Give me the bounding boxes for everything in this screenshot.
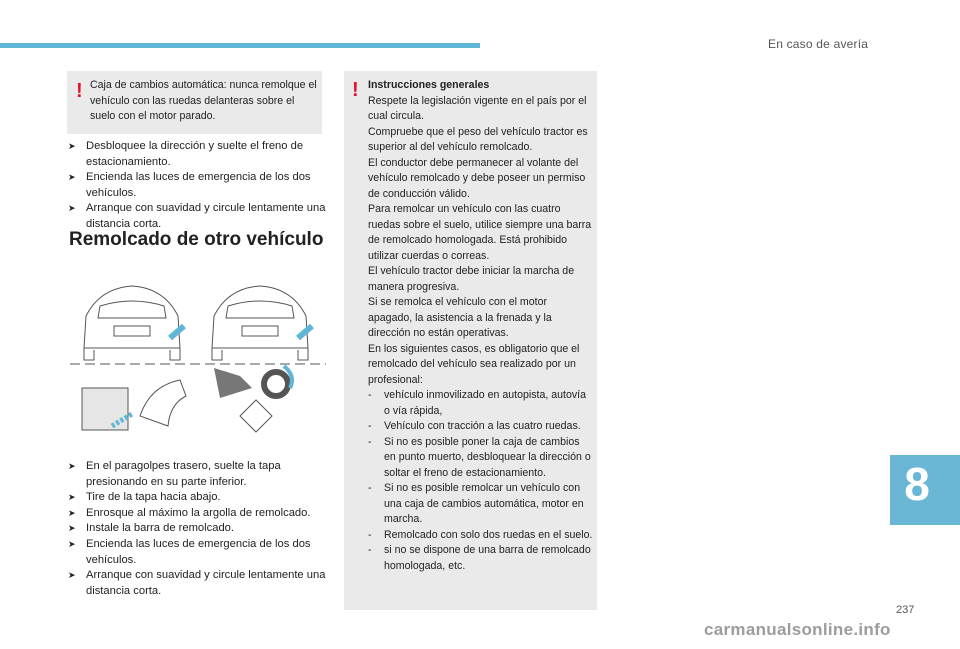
towing-eye-icon <box>264 372 288 396</box>
chapter-tab[interactable] <box>890 455 960 525</box>
arrow-bullet-icon: ➤ <box>68 461 76 471</box>
page-number: 237 <box>896 604 915 616</box>
hand-icon <box>140 380 186 426</box>
car-rear-right-icon <box>212 286 308 360</box>
steps-after-list <box>68 459 326 599</box>
list-item: ➤ En el paragolpes trasero, suelte la tapa presionando en su parte inferior. <box>68 460 281 488</box>
list-item: ➤ Desbloquee la dirección y suelte el freno de estacionamiento. <box>68 140 304 168</box>
warning-paragraph: Compruebe que el peso del vehículo tractor es superior al del vehículo remolcado. <box>368 125 588 153</box>
towing-eye-illustration <box>70 276 326 442</box>
arrow-bullet-icon: ➤ <box>68 203 76 214</box>
warning-title: Instrucciones generales <box>368 79 490 91</box>
watermark: carmanualsonline.info <box>704 620 891 639</box>
section-title: En caso de avería <box>768 37 869 51</box>
warning-paragraph: El conductor debe permanecer al volante del vehículo remolcado y debe poseer un permiso de conducción válido. <box>368 156 586 200</box>
warning-paragraph: Respete la legislación vigente en el país por el cual circula. <box>368 94 587 122</box>
warning-text: Caja de cambios automática: nunca remolque el vehículo con las ruedas delanteras sobre el suelo con el motor parado. <box>90 79 317 122</box>
list-item: ➤ Enrosque al máximo la argolla de remolcado. <box>68 506 326 522</box>
list-item: ➤ Arranque con suavidad y circule lentamente una distancia corta. <box>68 569 326 597</box>
towing-eye-mount-icon <box>214 368 252 398</box>
arrow-bullet-icon: ➤ <box>68 507 76 518</box>
warning-paragraph: El vehículo tractor debe iniciar la marcha de manera progresiva. <box>368 265 575 293</box>
list-item: ➤ Encienda las luces de emergencia de los dos vehículos. <box>68 537 311 566</box>
arrow-bullet-icon: ➤ <box>68 570 76 581</box>
cases-list <box>368 388 594 574</box>
list-item: - si no se dispone de una barra de remolcado homologada, etc. <box>368 544 591 572</box>
towing-eye-cover-icon <box>240 400 272 432</box>
warning-paragraph: En los siguientes casos, es obligatorio que el remolcado del vehículo sea realizado por un profesional: <box>368 342 580 386</box>
list-item: ➤ Tire de la tapa hacia abajo. <box>68 490 326 506</box>
arrow-bullet-icon: ➤ <box>68 141 76 151</box>
list-item: ➤ Arranque con suavidad y circule lentamente una distancia corta. <box>68 202 326 230</box>
arrow-bullet-icon: ➤ <box>68 492 76 503</box>
list-item: - Remolcado con solo dos ruedas en el suelo. <box>368 528 593 541</box>
warning-paragraph: Si se remolca el vehículo con el motor apagado, la asistencia a la frenada y la dirección no están operativas. <box>368 296 552 339</box>
list-item: ➤ Instale la barra de remolcado. <box>68 521 326 537</box>
arrow-bullet-icon: ➤ <box>68 523 76 534</box>
warning-box-general-instructions <box>344 71 597 610</box>
steps-before-list <box>68 139 326 233</box>
list-item: - vehículo inmovilizado en autopista, autovía o vía rápida, <box>368 389 586 417</box>
bumper-cover-icon <box>82 388 128 430</box>
list-item: - Vehículo con tracción a las cuatro ruedas. <box>368 420 581 432</box>
arrow-bullet-icon: ➤ <box>68 538 76 549</box>
arrow-bullet-icon: ➤ <box>68 172 76 183</box>
list-item: - Si no es posible poner la caja de cambios en punto muerto, desbloquear la dirección o soltar el freno de estacionamiento. <box>368 435 591 479</box>
chapter-number: 8 <box>904 458 930 510</box>
exclamation-warning-icon: ! <box>352 79 359 101</box>
arrow-blue-icon <box>170 326 184 338</box>
exclamation-warning-icon: ! <box>76 80 83 102</box>
warning-box-automatic-gearbox <box>67 71 322 134</box>
car-rear-left-icon <box>84 286 180 360</box>
arrow-blue-icon <box>298 326 312 338</box>
warning-paragraph: Para remolcar un vehículo con las cuatro ruedas sobre el suelo, utilice siempre una barra de remolcado homologada. Está prohibido utilizar cuerdas o correas. <box>368 203 592 262</box>
list-item: - Si no es posible remolcar un vehículo con una caja de cambios automática, motor en marcha. <box>368 482 584 525</box>
header-accent-bar <box>0 43 480 48</box>
section-heading: Remolcado de otro vehículo <box>69 229 324 250</box>
list-item: ➤ Encienda las luces de emergencia de los dos vehículos. <box>68 171 311 199</box>
